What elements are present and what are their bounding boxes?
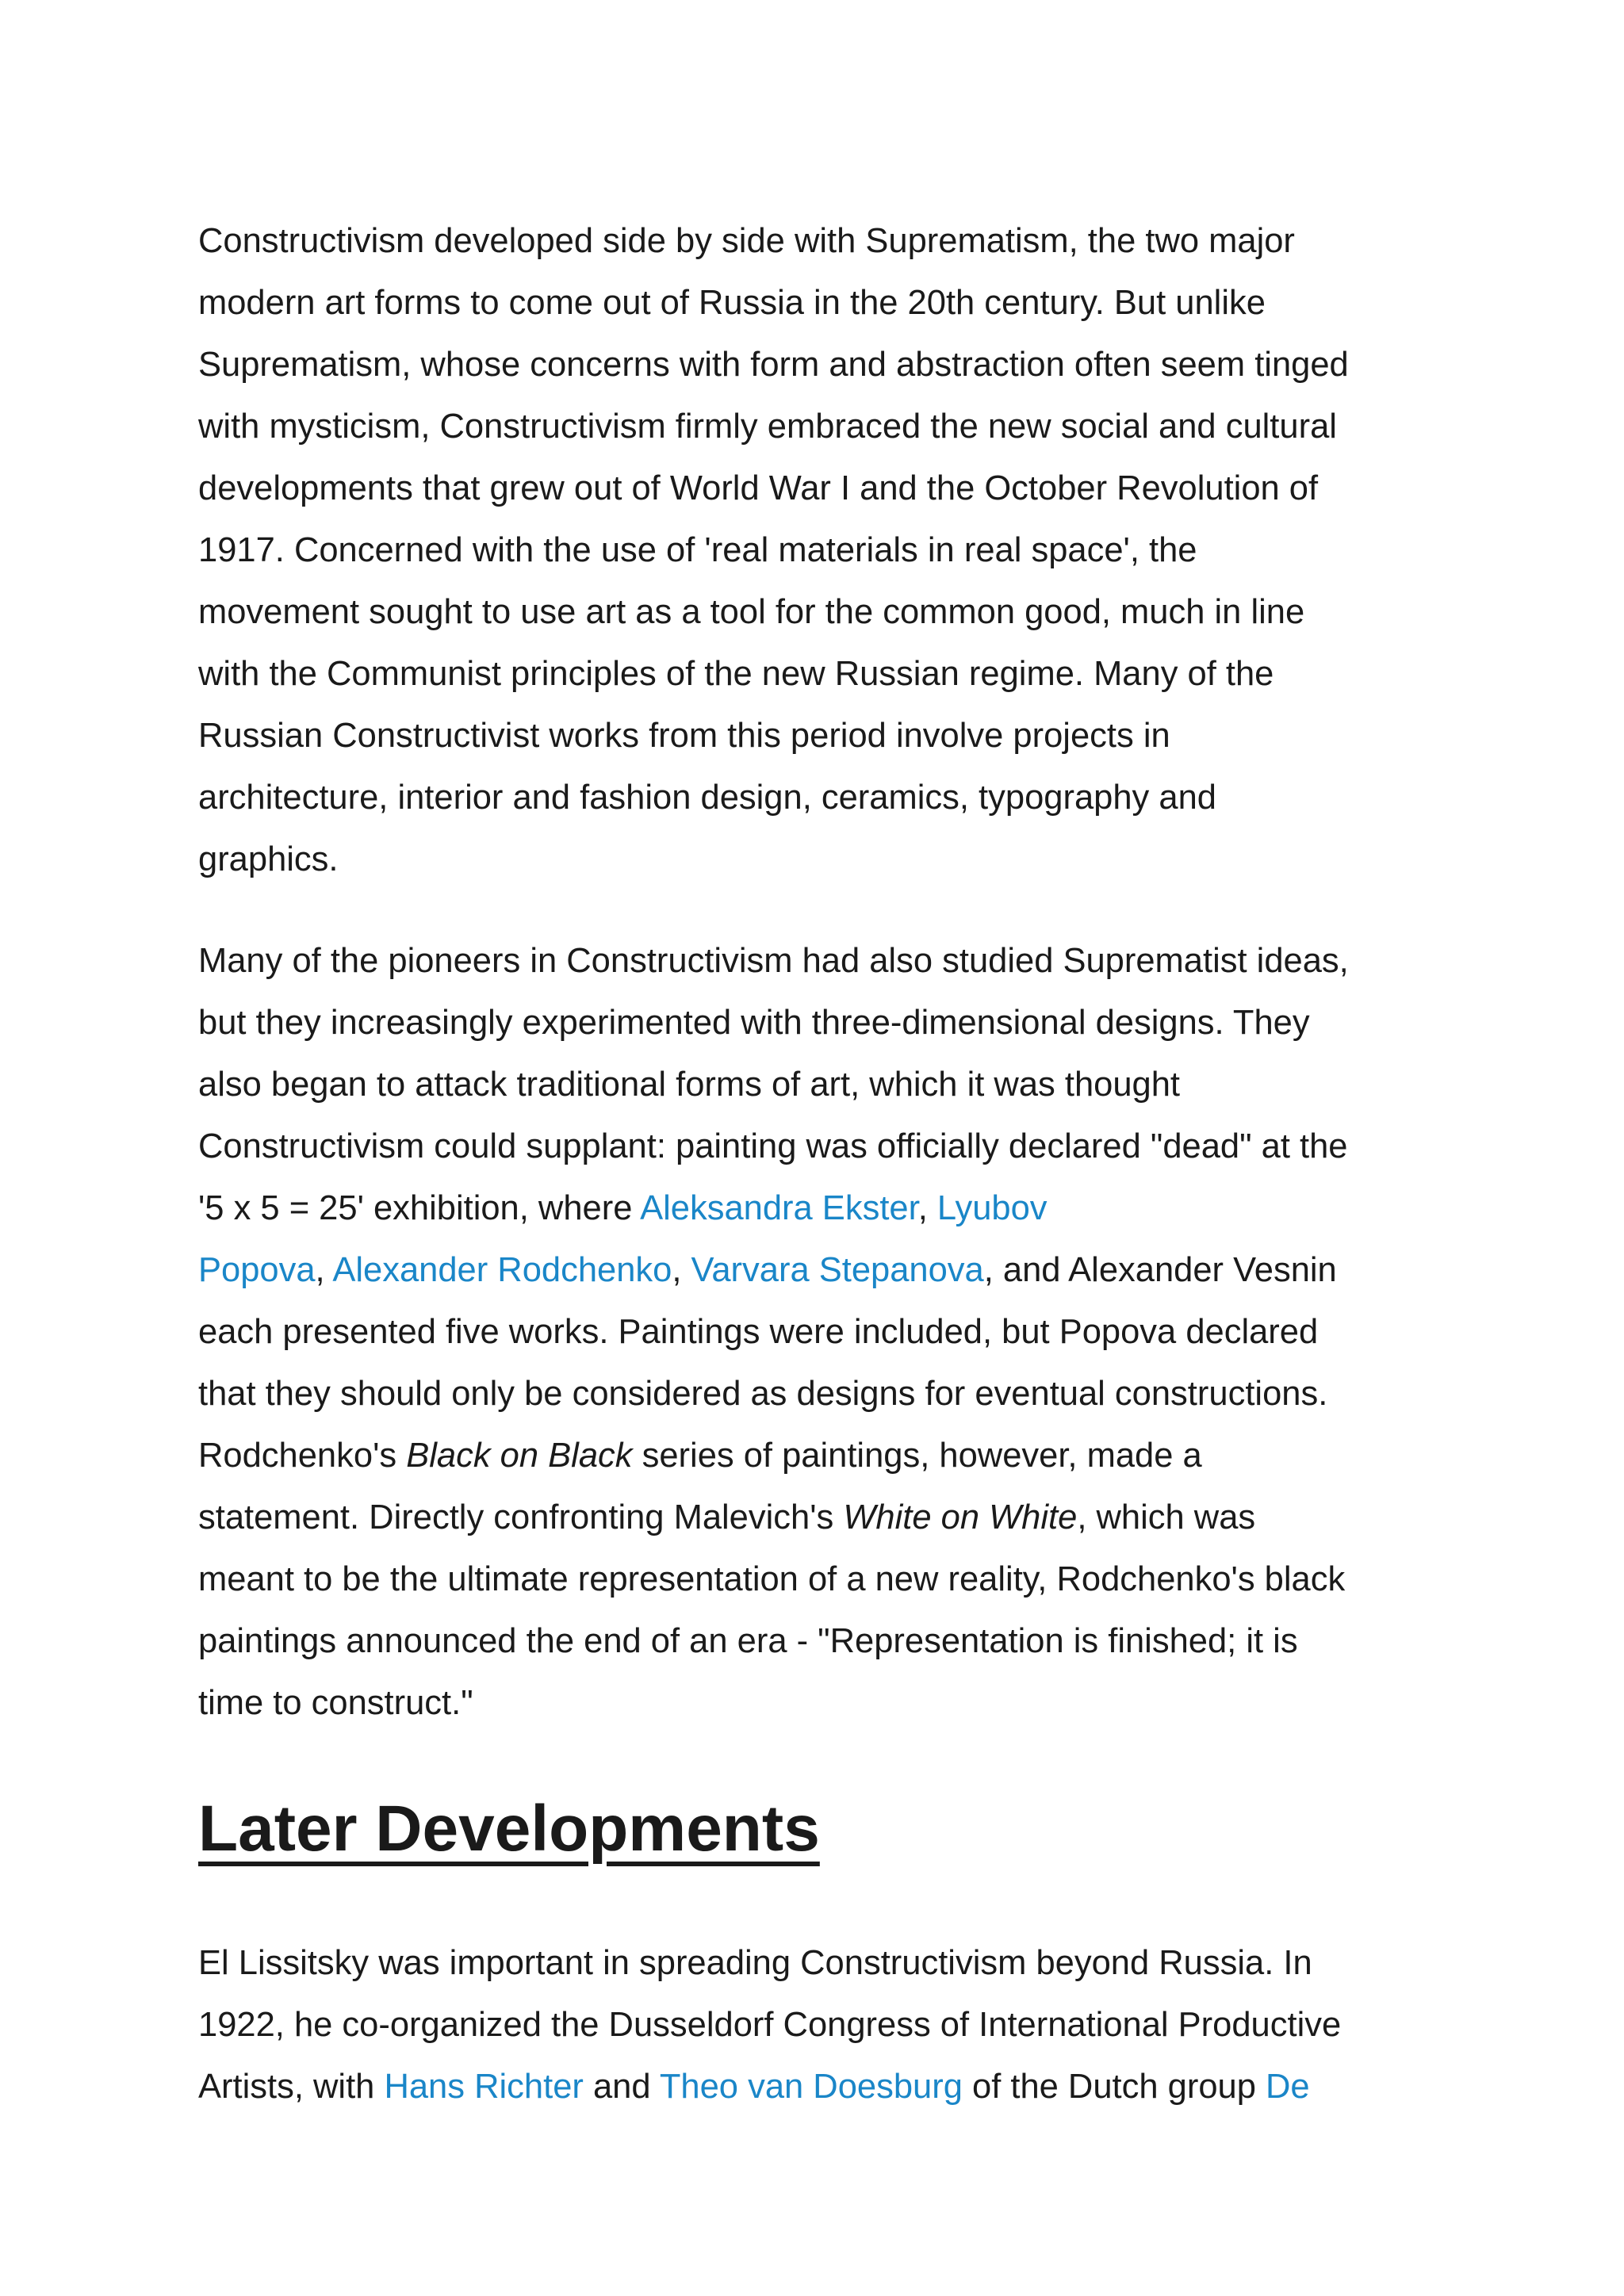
text-line: but they increasingly experimented with three-dimensional designs. They [198, 1004, 1310, 1042]
text-line: also began to attack traditional forms of art, which it was thought [198, 1066, 1180, 1104]
text-line [198, 1487, 1451, 1548]
artwork-title-white-on-white: White on White [843, 1498, 1078, 1536]
text-line: Russian Constructivist works from this period involve projects in [198, 717, 1170, 755]
text-run: , which was [1077, 1498, 1256, 1536]
artwork-title-black-on-black: Black on Black [406, 1437, 633, 1475]
text-run: Artists, with [198, 2068, 385, 2106]
text-line [198, 1239, 1451, 1301]
text-run: '5 x 5 = 25' exhibition, where [198, 1189, 641, 1227]
text-line [198, 2056, 1451, 2118]
text-line: paintings announced the end of an era - "Representation is finished; it is [198, 1622, 1298, 1660]
text-line: time to construct." [198, 1684, 473, 1722]
text-run: of the Dutch group [962, 2068, 1266, 2106]
text-line: graphics. [198, 840, 339, 878]
text-line: El Lissitsky was important in spreading Constructivism beyond Russia. In [198, 1944, 1312, 1982]
text-line: 1917. Concerned with the use of 'real materials in real space', the [198, 531, 1197, 569]
text-line: meant to be the ultimate representation of a new reality, Rodchenko's black [198, 1560, 1346, 1598]
link-aleksandra-ekster[interactable]: Aleksandra Ekster [640, 1189, 918, 1227]
text-run: , [315, 1251, 333, 1289]
text-line: that they should only be considered as designs for eventual constructions. [198, 1375, 1328, 1413]
section-heading: Later Developments [198, 1793, 820, 1865]
text-run: statement. Directly confronting Malevich's [198, 1498, 844, 1536]
text-line: developments that grew out of World War I and the October Revolution of [198, 469, 1319, 507]
link-lyubov-popova[interactable]: Lyubov [936, 1189, 1048, 1227]
text-run: Rodchenko's [198, 1437, 407, 1475]
text-line: movement sought to use art as a tool for the common good, much in line [198, 593, 1305, 631]
text-line: with mysticism, Constructivism firmly embraced the new social and cultural [198, 408, 1337, 446]
paragraph-3 [198, 1932, 1451, 2118]
text-line: Constructivism developed side by side with Suprematism, the two major [198, 222, 1295, 260]
link-de-stijl[interactable]: De [1266, 2068, 1310, 2106]
text-line: Constructivism could supplant: painting was officially declared "dead" at the [198, 1127, 1348, 1165]
text-line: 1922, he co-organized the Dusseldorf Congress of International Productive [198, 2006, 1342, 2044]
text-run: series of paintings, however, made a [632, 1437, 1202, 1475]
text-run: , [917, 1189, 937, 1227]
text-line [198, 1177, 1451, 1239]
link-lyubov-popova-continued[interactable]: Popova [198, 1251, 316, 1289]
text-line: modern art forms to come out of Russia in the 20th century. But unlike [198, 284, 1266, 322]
paragraph-2 [198, 930, 1451, 1734]
link-alexander-rodchenko[interactable]: Alexander Rodchenko [332, 1251, 672, 1289]
link-varvara-stepanova[interactable]: Varvara Stepanova [691, 1251, 984, 1289]
text-run: , and Alexander Vesnin [983, 1251, 1337, 1289]
text-line: Many of the pioneers in Constructivism had also studied Suprematist ideas, [198, 942, 1349, 980]
text-run: , [672, 1251, 691, 1289]
text-line: architecture, interior and fashion design, ceramics, typography and [198, 779, 1216, 817]
text-line [198, 1425, 1451, 1487]
text-line: with the Communist principles of the new Russian regime. Many of the [198, 655, 1274, 693]
document-page [198, 210, 1451, 2118]
link-theo-van-doesburg[interactable]: Theo van Doesburg [659, 2068, 963, 2106]
link-hans-richter[interactable]: Hans Richter [384, 2068, 584, 2106]
paragraph-1 [198, 210, 1451, 890]
text-line: each presented five works. Paintings were included, but Popova declared [198, 1313, 1319, 1351]
text-run: and [583, 2068, 660, 2106]
text-line: Suprematism, whose concerns with form and abstraction often seem tinged [198, 346, 1349, 384]
